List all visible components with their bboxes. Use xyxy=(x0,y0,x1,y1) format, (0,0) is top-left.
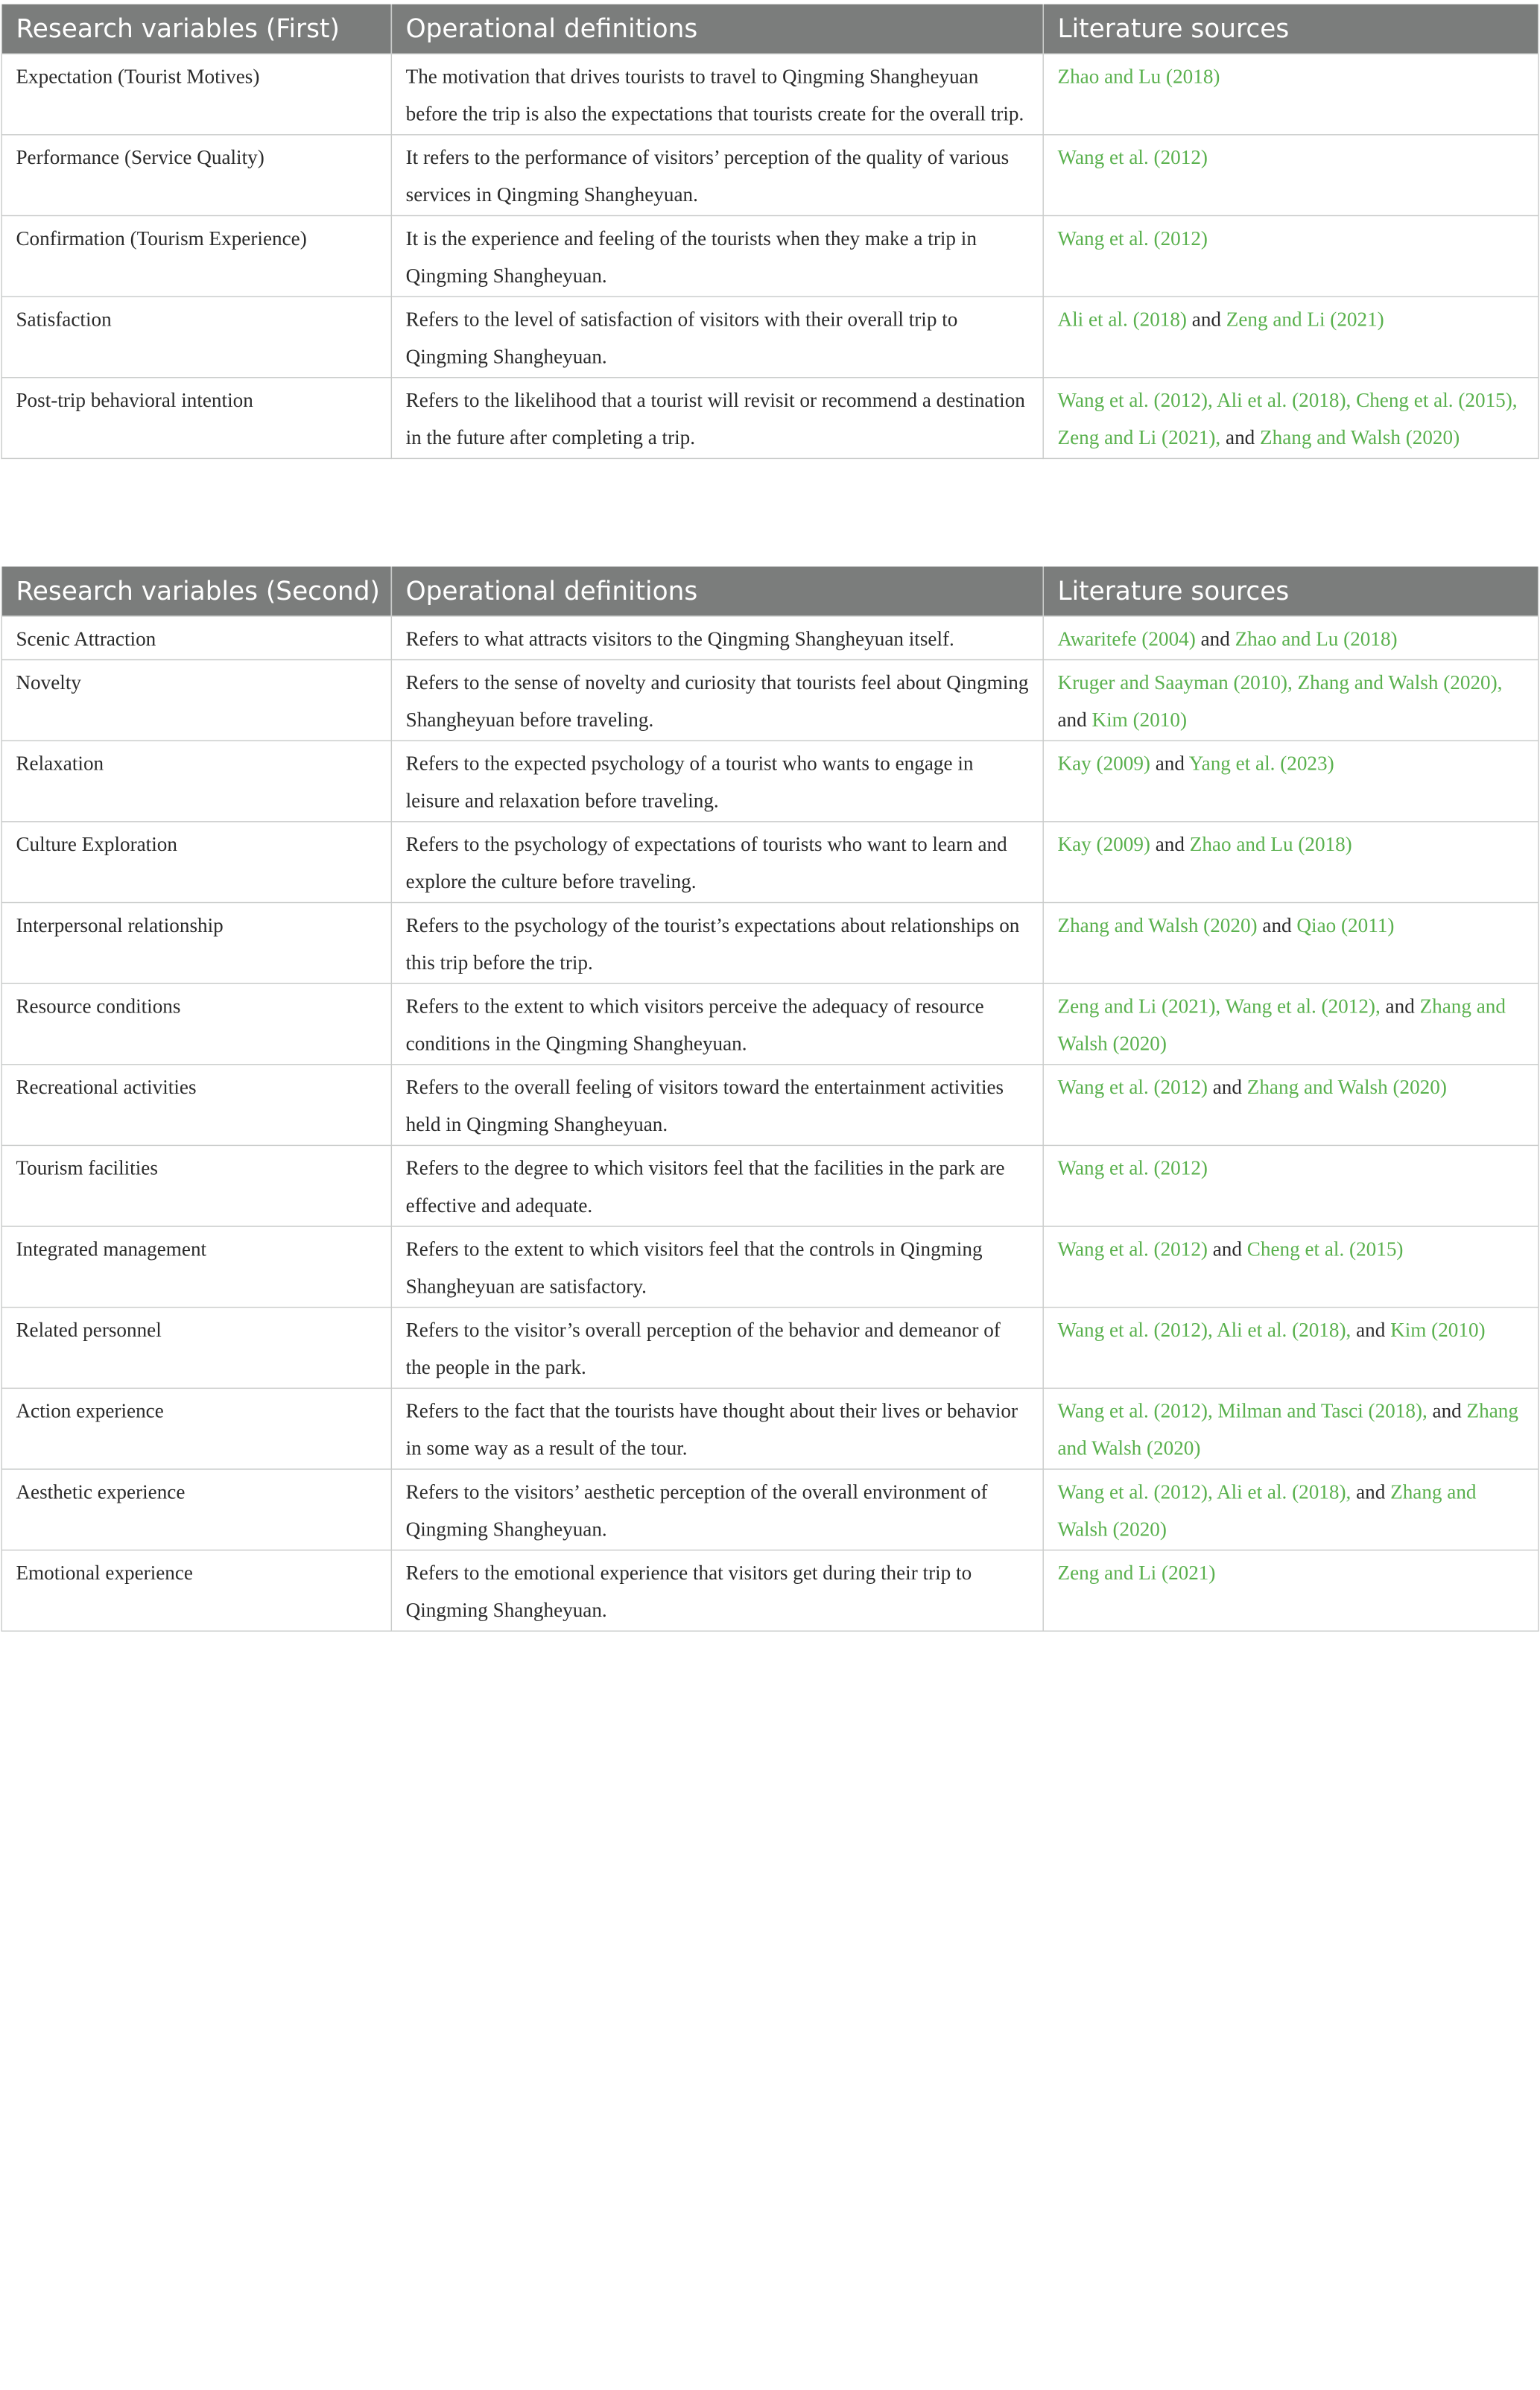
table-body xyxy=(1,616,1539,1631)
cell-research-variable: Resource conditions xyxy=(1,983,391,1065)
citation-link[interactable]: Yang et al. (2023) xyxy=(1188,752,1334,776)
cell-research-variable: Post-trip behavioral intention xyxy=(1,378,391,459)
conjunction-text: and xyxy=(1057,709,1092,732)
citation-link[interactable]: Zeng and Li (2021) xyxy=(1057,1562,1216,1585)
cell-research-variable: Action experience xyxy=(1,1388,391,1469)
conjunction-text: and xyxy=(1195,628,1235,651)
citation-link[interactable]: Ali et al. (2018) xyxy=(1057,308,1187,332)
cell-literature-sources xyxy=(1043,660,1539,741)
cell-research-variable: Novelty xyxy=(1,660,391,741)
table-header xyxy=(1,4,1539,54)
conjunction-text: and xyxy=(1351,1319,1391,1343)
cell-literature-sources xyxy=(1043,1550,1539,1632)
cell-research-variable: Satisfaction xyxy=(1,297,391,378)
table-row xyxy=(1,660,1539,741)
cell-operational-definition: Refers to the level of satisfaction of visitors with their overall trip to Qingming Shangheyuan. xyxy=(391,297,1043,378)
citation-link[interactable]: Awaritefe (2004) xyxy=(1057,628,1196,651)
citation-link[interactable]: Cheng et al. (2015) xyxy=(1246,1238,1404,1261)
cell-research-variable: Relaxation xyxy=(1,741,391,822)
table-row xyxy=(1,215,1539,297)
table-row xyxy=(1,1065,1539,1146)
cell-literature-sources xyxy=(1043,54,1539,135)
citation-link[interactable]: Kay (2009) xyxy=(1057,834,1150,857)
table-row xyxy=(1,1550,1539,1632)
citation-link[interactable]: Zhang and Walsh (2020) xyxy=(1260,427,1460,450)
cell-research-variable: Culture Exploration xyxy=(1,822,391,903)
header-literature-sources: Literature sources xyxy=(1043,4,1539,54)
cell-operational-definition: Refers to the extent to which visitors feel that the controls in Qingming Shangheyuan are satisfactory. xyxy=(391,1226,1043,1307)
cell-research-variable: Scenic Attraction xyxy=(1,616,391,660)
conjunction-text: and xyxy=(1380,995,1420,1018)
citation-link[interactable]: Zhang and Walsh (2020) xyxy=(1057,1481,1477,1541)
cell-research-variable: Expectation (Tourist Motives) xyxy=(1,54,391,135)
table-row xyxy=(1,135,1539,216)
table-row xyxy=(1,616,1539,660)
cell-operational-definition: Refers to the visitors’ aesthetic perception of the overall environment of Qingming Shangheyuan. xyxy=(391,1469,1043,1550)
citation-link[interactable]: Zhang and Walsh (2020) xyxy=(1057,995,1506,1056)
citation-link[interactable]: Wang et al. (2012) xyxy=(1057,227,1208,250)
header-operational-definitions: Operational definitions xyxy=(391,4,1043,54)
header-row xyxy=(1,566,1539,615)
conjunction-text: and xyxy=(1207,1077,1247,1100)
conjunction-text: and xyxy=(1150,752,1189,776)
cell-operational-definition: It is the experience and feeling of the tourists when they make a trip in Qingming Shangheyuan. xyxy=(391,215,1043,297)
table-row xyxy=(1,822,1539,903)
cell-literature-sources xyxy=(1043,215,1539,297)
cell-literature-sources xyxy=(1043,1226,1539,1307)
citation-link[interactable]: Wang et al. (2012) xyxy=(1057,1157,1208,1180)
cell-research-variable: Recreational activities xyxy=(1,1065,391,1146)
cell-literature-sources xyxy=(1043,616,1539,660)
cell-operational-definition: Refers to the extent to which visitors perceive the adequacy of resource conditions in the Qingming Shangheyuan. xyxy=(391,983,1043,1065)
cell-operational-definition: Refers to the psychology of the tourist’s expectations about relationships on this trip before the trip. xyxy=(391,903,1043,984)
citation-link[interactable]: Kruger and Saayman (2010), Zhang and Walsh (2020), xyxy=(1057,672,1503,695)
conjunction-text: and xyxy=(1186,308,1226,332)
table-row xyxy=(1,378,1539,459)
cell-operational-definition: Refers to the overall feeling of visitors toward the entertainment activities held in Qingming Shangheyuan. xyxy=(391,1065,1043,1146)
cell-operational-definition: Refers to what attracts visitors to the Qingming Shangheyuan itself. xyxy=(391,616,1043,660)
cell-operational-definition: Refers to the expected psychology of a tourist who wants to engage in leisure and relaxation before traveling. xyxy=(391,741,1043,822)
cell-research-variable: Confirmation (Tourism Experience) xyxy=(1,215,391,297)
conjunction-text: and xyxy=(1207,1238,1247,1261)
citation-link[interactable]: Wang et al. (2012), Ali et al. (2018), xyxy=(1057,1319,1352,1343)
cell-literature-sources xyxy=(1043,1388,1539,1469)
citation-link[interactable]: Wang et al. (2012), Milman and Tasci (2018), xyxy=(1057,1400,1427,1423)
cell-research-variable: Integrated management xyxy=(1,1226,391,1307)
header-research-variables: Research variables (Second) xyxy=(1,566,391,615)
cell-operational-definition: Refers to the sense of novelty and curiosity that tourists feel about Qingming Shangheyuan before traveling. xyxy=(391,660,1043,741)
variables-table-first xyxy=(1,4,1539,459)
conjunction-text: and xyxy=(1427,1400,1467,1423)
cell-literature-sources xyxy=(1043,903,1539,984)
citation-link[interactable]: Zeng and Li (2021), Wang et al. (2012), xyxy=(1057,995,1381,1018)
cell-operational-definition: Refers to the likelihood that a tourist will revisit or recommend a destination in the future after completing a trip. xyxy=(391,378,1043,459)
citation-link[interactable]: Wang et al. (2012), Ali et al. (2018), Cheng et al. (2015), Zeng and Li (2021), xyxy=(1057,390,1518,450)
cell-operational-definition: The motivation that drives tourists to travel to Qingming Shangheyuan before the trip is also the expectations that tourists create for the overall trip. xyxy=(391,54,1043,135)
cell-research-variable: Tourism facilities xyxy=(1,1145,391,1226)
citation-link[interactable]: Zeng and Li (2021) xyxy=(1226,308,1384,332)
header-literature-sources: Literature sources xyxy=(1043,566,1539,615)
cell-operational-definition: Refers to the emotional experience that visitors get during their trip to Qingming Shangheyuan. xyxy=(391,1550,1043,1632)
citation-link[interactable]: Kim (2010) xyxy=(1091,709,1187,732)
table-row xyxy=(1,1307,1539,1389)
header-row xyxy=(1,4,1539,54)
table-row xyxy=(1,54,1539,135)
citation-link[interactable]: Wang et al. (2012) xyxy=(1057,147,1208,170)
conjunction-text: and xyxy=(1351,1481,1391,1504)
table-row xyxy=(1,741,1539,822)
citation-link[interactable]: Zhang and Walsh (2020) xyxy=(1246,1077,1447,1100)
cell-research-variable: Aesthetic experience xyxy=(1,1469,391,1550)
cell-research-variable: Interpersonal relationship xyxy=(1,903,391,984)
cell-literature-sources xyxy=(1043,135,1539,216)
citation-link[interactable]: Wang et al. (2012) xyxy=(1057,1238,1208,1261)
cell-operational-definition: It refers to the performance of visitors’ perception of the quality of various services in Qingming Shangheyuan. xyxy=(391,135,1043,216)
table-row xyxy=(1,983,1539,1065)
table-row xyxy=(1,1388,1539,1469)
cell-literature-sources xyxy=(1043,1307,1539,1389)
cell-operational-definition: Refers to the visitor’s overall perception of the behavior and demeanor of the people in the park. xyxy=(391,1307,1043,1389)
table-row xyxy=(1,1226,1539,1307)
table-row xyxy=(1,1469,1539,1550)
header-research-variables: Research variables (First) xyxy=(1,4,391,54)
citation-link[interactable]: Qiao (2011) xyxy=(1296,914,1395,937)
cell-operational-definition: Refers to the degree to which visitors feel that the facilities in the park are effective and adequate. xyxy=(391,1145,1043,1226)
header-operational-definitions: Operational definitions xyxy=(391,566,1043,615)
conjunction-text: and xyxy=(1257,914,1297,937)
cell-literature-sources xyxy=(1043,1469,1539,1550)
cell-operational-definition: Refers to the psychology of expectations of tourists who want to learn and explore the culture before traveling. xyxy=(391,822,1043,903)
citation-link[interactable]: Zhao and Lu (2018) xyxy=(1189,834,1352,857)
conjunction-text: and xyxy=(1220,427,1261,450)
citation-link[interactable]: Kay (2009) xyxy=(1057,752,1150,776)
table-header xyxy=(1,566,1539,615)
cell-research-variable: Emotional experience xyxy=(1,1550,391,1632)
citation-link[interactable]: Zhang and Walsh (2020) xyxy=(1057,914,1258,937)
cell-operational-definition: Refers to the fact that the tourists have thought about their lives or behavior in some way as a result of the tour. xyxy=(391,1388,1043,1469)
table-row xyxy=(1,903,1539,984)
cell-literature-sources xyxy=(1043,297,1539,378)
citation-link[interactable]: Zhao and Lu (2018) xyxy=(1235,628,1398,651)
cell-research-variable: Performance (Service Quality) xyxy=(1,135,391,216)
cell-literature-sources xyxy=(1043,822,1539,903)
citation-link[interactable]: Zhao and Lu (2018) xyxy=(1057,66,1220,89)
variables-table-second xyxy=(1,566,1539,1631)
cell-literature-sources xyxy=(1043,741,1539,822)
cell-research-variable: Related personnel xyxy=(1,1307,391,1389)
cell-literature-sources xyxy=(1043,1065,1539,1146)
conjunction-text: and xyxy=(1150,834,1190,857)
cell-literature-sources xyxy=(1043,983,1539,1065)
table-row xyxy=(1,1145,1539,1226)
table-body xyxy=(1,54,1539,458)
citation-link[interactable]: Zhang and Walsh (2020) xyxy=(1057,1400,1518,1460)
table-row xyxy=(1,297,1539,378)
citation-link[interactable]: Wang et al. (2012), Ali et al. (2018), xyxy=(1057,1481,1352,1504)
cell-literature-sources xyxy=(1043,1145,1539,1226)
citation-link[interactable]: Kim (2010) xyxy=(1390,1319,1486,1343)
cell-literature-sources xyxy=(1043,378,1539,459)
citation-link[interactable]: Wang et al. (2012) xyxy=(1057,1077,1208,1100)
